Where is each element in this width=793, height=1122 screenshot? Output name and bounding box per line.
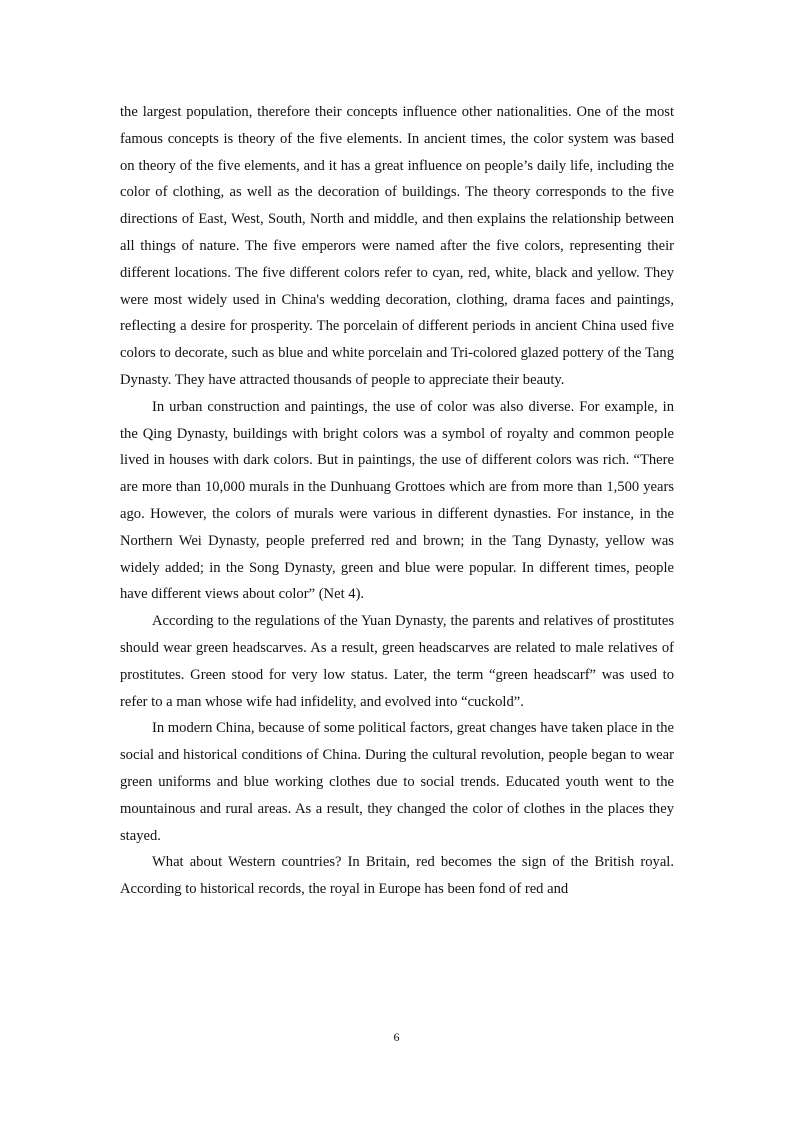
paragraph-4: In modern China, because of some political factors, great changes have taken place in the social and historical conditions of China. During the cultural revolution, people began to wear green uniforms and blue working clothes due to social trends. Educated youth went to the mountainous and rural areas. As a result, they changed the color of clothes in the places they stayed. [120,720,674,844]
page-number: 6 [393,1030,400,1044]
paragraph-3: According to the regulations of the Yuan Dynasty, the parents and relatives of prostitutes should wear green headscarves. As a result, green headscarves are related to male relatives of prostitutes. Green stood for very low status. Later, the term “green headscarf” was used to refer to a man whose wife had infidelity, and evolved into “cuckold”. [120,613,674,710]
body-text [120,99,674,903]
paragraph-1: the largest population, therefore their concepts influence other nationalities. One of the most famous concepts is theory of the five elements. In ancient times, the color system was based on theory of the five elements, and it has a great influence on people’s daily life, including the color of clothing, as well as the decoration of buildings. The theory corresponds to the five directions of East, West, South, North and middle, and then explains the relationship between all things of nature. The five emperors were named after the five colors, representing their different locations. The five different colors refer to cyan, red, white, black and yellow. They were most widely used in China's wedding decoration, clothing, drama faces and paintings, reflecting a desire for prosperity. The porcelain of different periods in ancient China used five colors to decorate, such as blue and white porcelain and Tri-colored glazed pottery of the Tang Dynasty. They have attracted thousands of people to appreciate their beauty. [120,104,674,388]
paragraph-2: In urban construction and paintings, the use of color was also diverse. For example, in the Qing Dynasty, buildings with bright colors was a symbol of royalty and common people lived in houses with dark colors. But in paintings, the use of different colors was rich. “There are more than 10,000 murals in the Dunhuang Grottoes which are from more than 1,500 years ago. However, the colors of murals were various in different dynasties. For instance, in the Northern Wei Dynasty, people preferred red and brown; in the Tang Dynasty, yellow was widely added; in the Song Dynasty, green and blue were popular. In different times, people have different views about color” (Net 4). [120,398,674,603]
paragraph-5: What about Western countries? In Britain, red becomes the sign of the British royal. According to historical records, the royal in Europe has been fond of red and [120,854,674,898]
